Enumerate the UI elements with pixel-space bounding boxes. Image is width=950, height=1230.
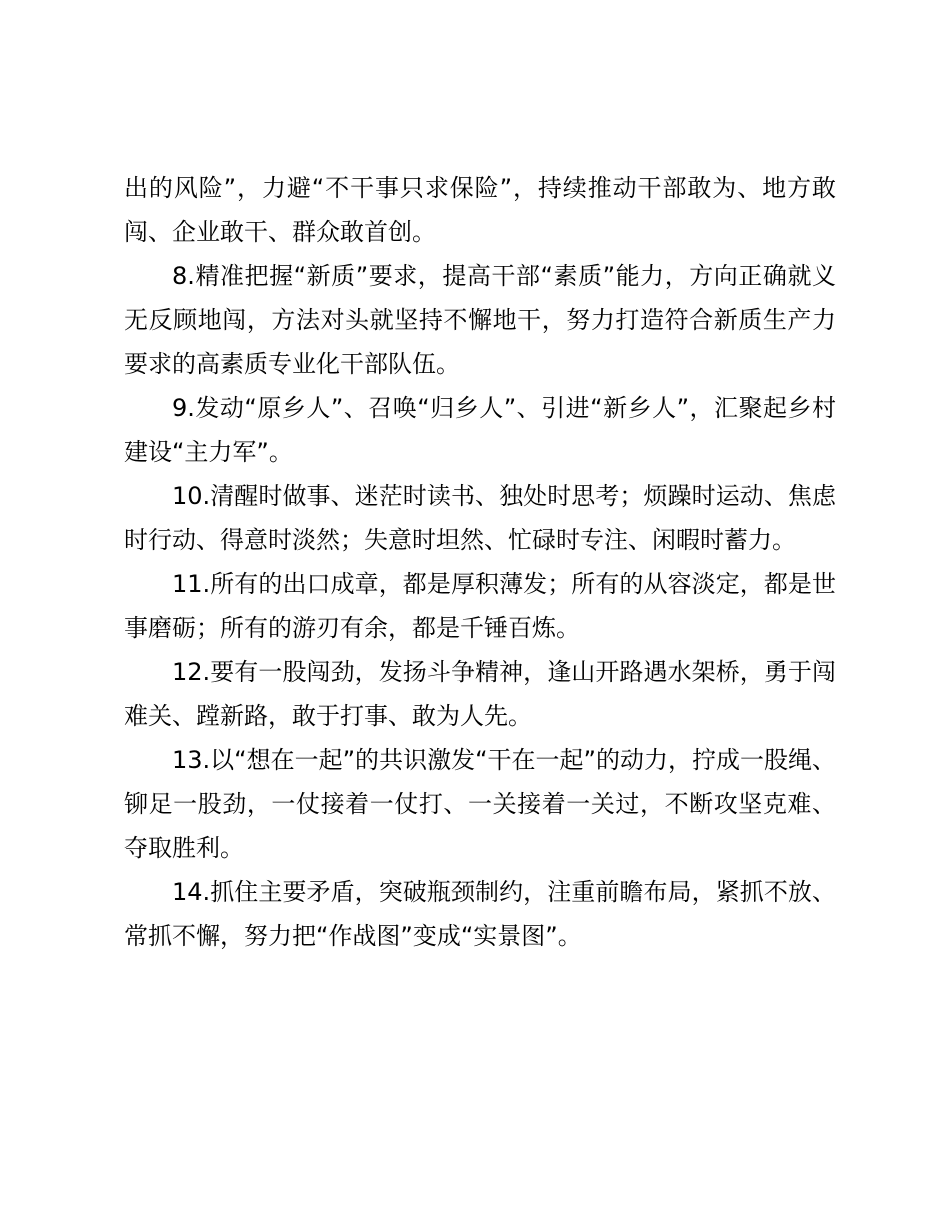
paragraph-item-11: 11.所有的出口成章，都是厚积薄发；所有的从容淡定，都是世事磨砺；所有的游刃有余，都是千锤百炼。 [124, 570, 836, 642]
document-body [124, 166, 836, 958]
paragraph-item-13: 13.以“想在一起”的共识激发“干在一起”的动力，拧成一股绳、铆足一股劲，一仗接着一仗打、一关接着一关过，不断攻坚克难、夺取胜利。 [124, 746, 836, 862]
paragraph-item-14: 14.抓住主要矛盾，突破瓶颈制约，注重前瞻布局，紧抓不放、常抓不懈，努力把“作战图”变成“实景图”。 [124, 878, 836, 950]
paragraph-item-12: 12.要有一股闯劲，发扬斗争精神，逢山开路遇水架桥，勇于闯难关、蹚新路，敢于打事、敢为人先。 [124, 658, 836, 730]
paragraph-item-8: 8.精准把握“新质”要求，提高干部“素质”能力，方向正确就义无反顾地闯，方法对头就坚持不懈地干，努力打造符合新质生产力要求的高素质专业化干部队伍。 [124, 262, 836, 378]
paragraph-item-10: 10.清醒时做事、迷茫时读书、独处时思考；烦躁时运动、焦虑时行动、得意时淡然；失意时坦然、忙碌时专注、闲暇时蓄力。 [124, 482, 836, 554]
paragraph-item-9: 9.发动“原乡人”、召唤“归乡人”、引进“新乡人”，汇聚起乡村建设“主力军”。 [124, 394, 836, 466]
paragraph-continuation: 出的风险”，力避“不干事只求保险”，持续推动干部敢为、地方敢闯、企业敢干、群众敢首创。 [124, 174, 836, 246]
